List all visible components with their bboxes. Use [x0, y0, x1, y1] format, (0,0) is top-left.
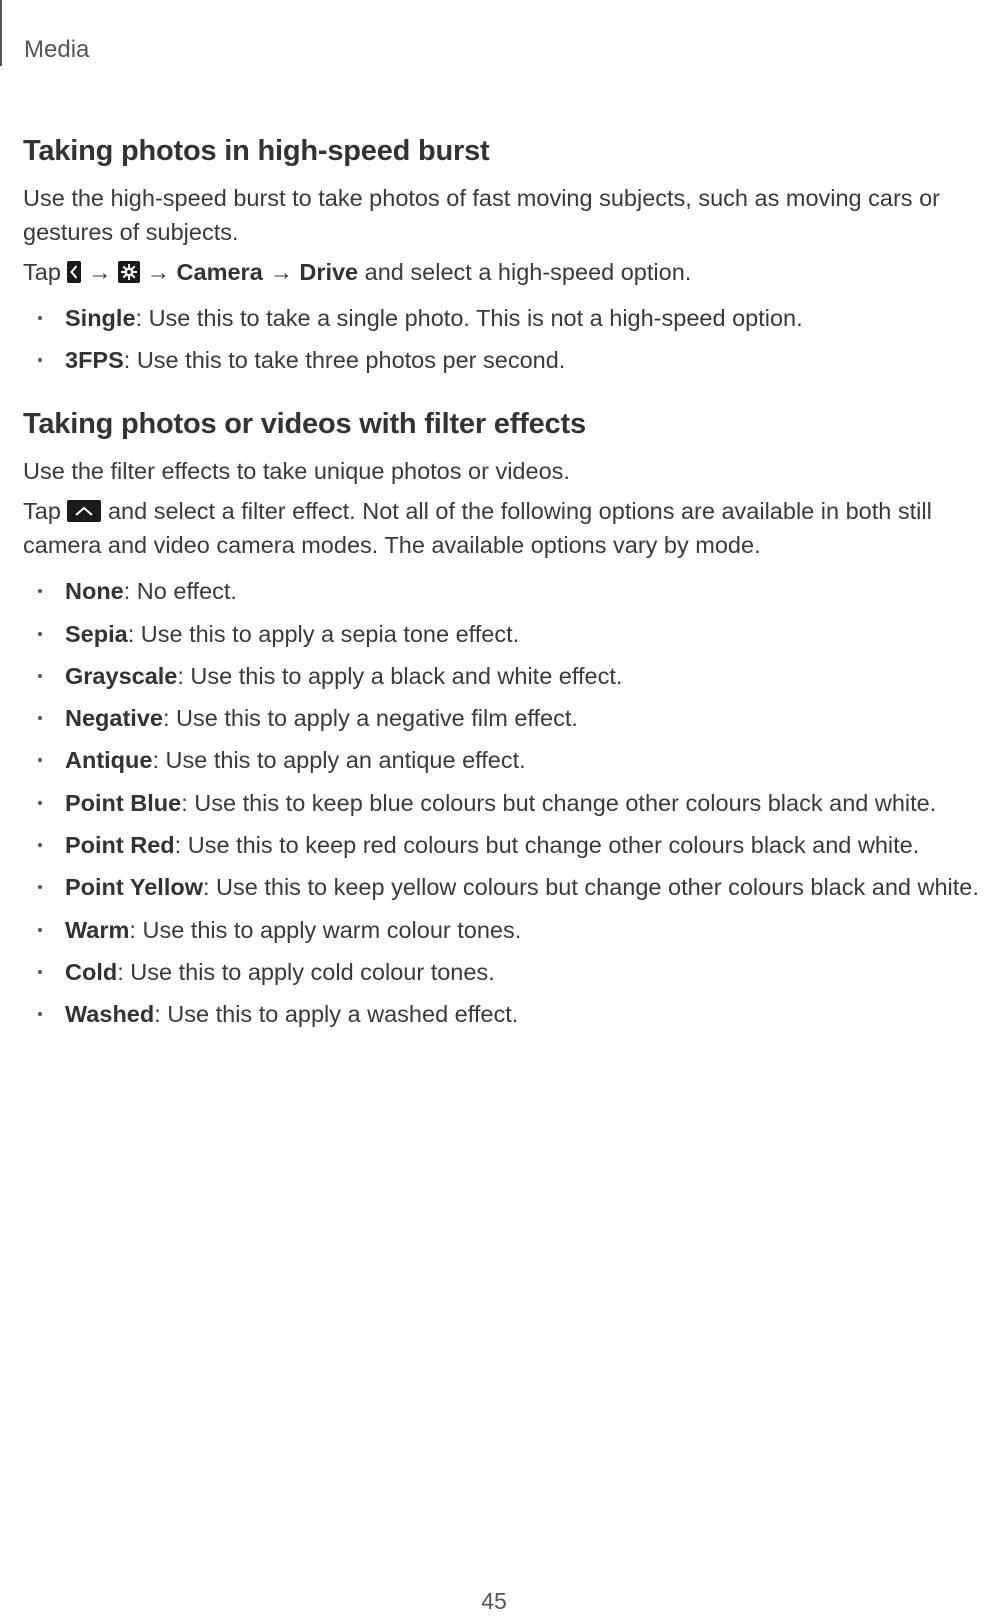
burst-heading: Taking photos in high-speed burst [23, 135, 490, 167]
option-description: : Use this to take three photos per second. [123, 347, 566, 374]
section-label: Media [24, 36, 90, 63]
header-rule [0, 0, 2, 66]
bullet [38, 970, 42, 974]
burst-description: Use the high-speed burst to take photos of fast moving subjects, such as moving cars or gestures of subjects. [23, 185, 940, 245]
list-item [23, 955, 968, 989]
option-description: : Use this to take a single photo. This is not a high-speed option. [135, 305, 803, 331]
option-name: Warm [65, 916, 130, 943]
page-content [23, 126, 979, 1040]
option-name: Cold [65, 958, 118, 985]
list-item [23, 574, 968, 608]
option-description: : Use this to keep red colours but change other colours black and white. [174, 832, 920, 859]
bullet [38, 758, 42, 762]
bullet [38, 885, 42, 889]
bullet [38, 843, 42, 847]
bullet [38, 589, 42, 593]
burst-options-list [23, 301, 968, 377]
filter-description: Use the filter effects to take unique photos or videos. [23, 458, 570, 485]
option-name: Single [65, 305, 136, 331]
list-item [23, 659, 968, 693]
list-item [23, 828, 968, 862]
instruction-text-2: camera and video camera modes. The available options vary by mode. [23, 532, 761, 559]
option-description: : Use this to apply a washed effect. [154, 1001, 519, 1028]
filter-heading: Taking photos or videos with filter effects [23, 408, 586, 441]
option-name: Washed [65, 1001, 155, 1028]
bullet [38, 316, 42, 320]
option-description: : Use this to keep yellow colours but change other colours black and white. [202, 874, 979, 901]
instruction-text-1: and select a filter effect. Not all of the following options are available in both still [107, 498, 932, 525]
tap-word: Tap [23, 259, 61, 285]
bullet [38, 632, 42, 636]
burst-instruction [23, 255, 968, 289]
option-name: None [65, 578, 124, 605]
tap-word: Tap [23, 498, 61, 525]
option-name: Point Blue [65, 789, 182, 816]
instruction-suffix: and select a high-speed option. [364, 259, 692, 285]
list-item [23, 617, 968, 651]
page-number: 45 [481, 1588, 507, 1614]
drive-label: Drive [299, 259, 359, 285]
arrow: → [269, 259, 293, 285]
list-item [23, 743, 968, 777]
bullet [38, 928, 42, 932]
bullet [38, 674, 42, 678]
option-description: : Use this to apply a black and white effect. [177, 662, 623, 689]
list-item [23, 343, 968, 377]
filter-instruction [23, 494, 968, 562]
arrow: → [87, 259, 112, 285]
option-name: Point Yellow [65, 874, 203, 901]
option-name: Sepia [65, 620, 128, 647]
option-description: : Use this to apply warm colour tones. [129, 916, 522, 943]
option-description: : No effect. [123, 578, 237, 605]
option-name: 3FPS [65, 347, 124, 374]
list-item [23, 913, 968, 947]
option-description: : Use this to apply a negative film effect. [162, 705, 578, 732]
bullet [38, 1012, 42, 1016]
option-description: : Use this to apply cold colour tones. [117, 958, 495, 985]
filter-options-list [23, 574, 979, 1031]
list-item [23, 786, 968, 820]
list-item [23, 701, 968, 735]
option-description: : Use this to keep blue colours but change other colours black and white. [181, 789, 937, 816]
bullet [38, 801, 42, 805]
option-description: : Use this to apply a sepia tone effect. [127, 620, 520, 647]
arrow: → [146, 259, 171, 285]
option-description: : Use this to apply an antique effect. [152, 747, 526, 774]
list-item [23, 870, 979, 904]
option-name: Grayscale [65, 662, 178, 689]
chevron-up-icon [67, 500, 101, 522]
gear-icon [118, 261, 140, 283]
option-name: Antique [65, 747, 153, 774]
bullet [38, 358, 42, 362]
option-name: Negative [65, 705, 163, 732]
list-item [23, 301, 968, 335]
list-item [23, 997, 968, 1031]
bullet [38, 716, 42, 720]
camera-label: Camera [176, 259, 263, 285]
chevron-left-icon [67, 261, 81, 283]
option-name: Point Red [65, 832, 175, 859]
